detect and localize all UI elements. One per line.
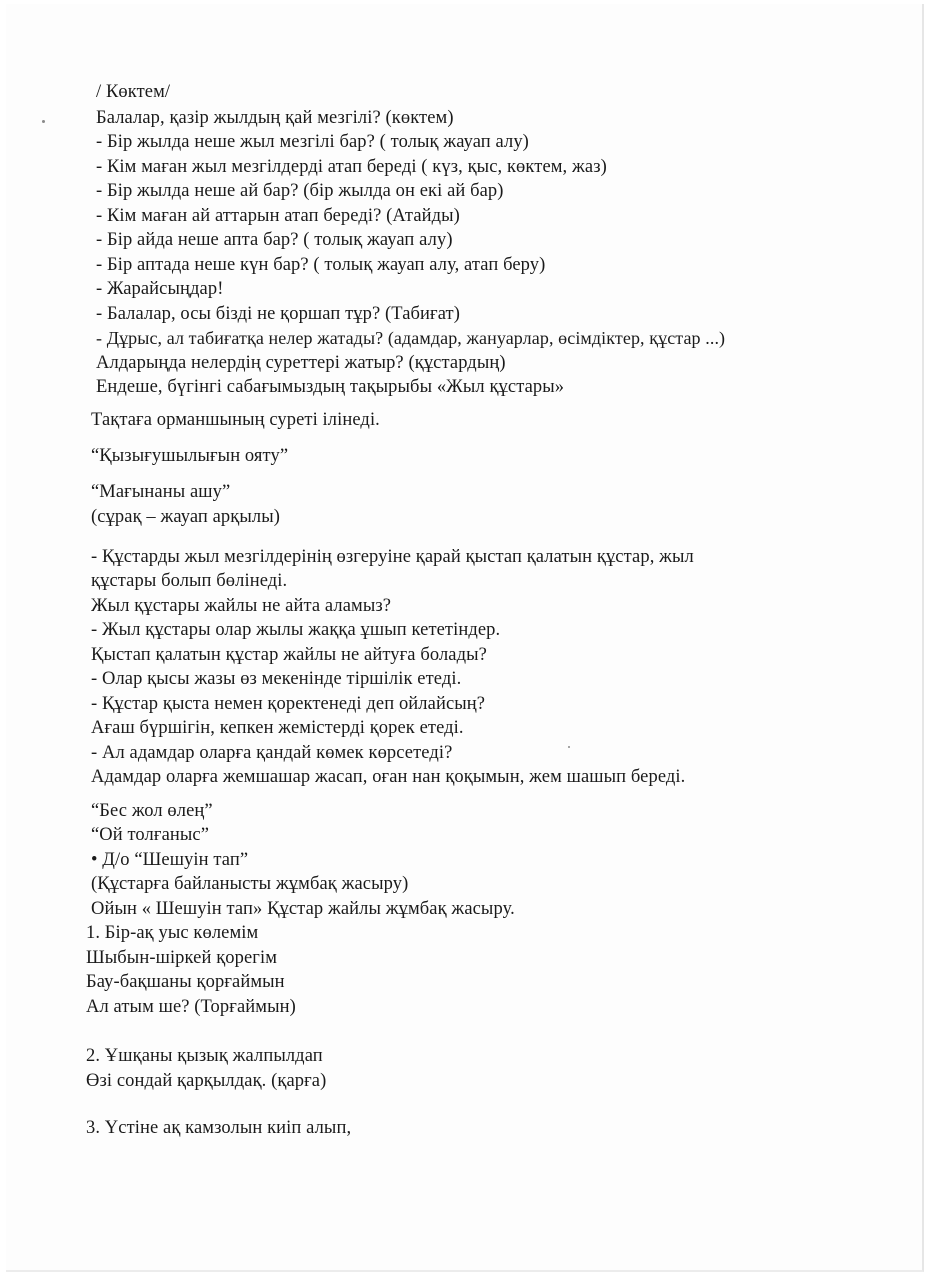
scan-speck: [568, 746, 570, 748]
doc-line: Тақтаға орманшының суреті ілінеді.: [91, 410, 380, 430]
riddle-line: Шыбын-шіркей қорегім: [86, 948, 278, 968]
doc-line: (Құстарға байланысты жұмбақ жасыру): [91, 874, 409, 894]
doc-line: Ендеше, бүгінгі сабағымыздың тақырыбы «Жыл құстары»: [96, 377, 565, 397]
doc-line: - Жарайсыңдар!: [96, 279, 224, 299]
riddle-line: Бау-бақшаны қорғаймын: [86, 972, 285, 992]
doc-heading: “Ой толғаныс”: [91, 825, 210, 845]
scan-speck: [42, 120, 45, 123]
doc-heading: “Қызығушылығын ояту”: [91, 446, 289, 466]
doc-heading: “Бес жол өлең”: [91, 801, 213, 821]
doc-heading: “Мағынаны ашу”: [91, 482, 231, 502]
riddle-line: 3. Үстіне ақ камзолын киіп алып,: [86, 1118, 352, 1138]
doc-line: / Көктем/: [96, 82, 171, 102]
doc-line: Жыл құстары жайлы не айта аламыз?: [91, 596, 392, 616]
doc-line: - Бір аптада неше күн бар? ( толық жауап алу, атап беру): [96, 255, 546, 275]
doc-line: - Дұрыс, ал табиғатқа нелер жатады? (адамдар, жануарлар, өсімдіктер, құстар ...): [96, 328, 726, 348]
doc-line: - Бір айда неше апта бар? ( толық жауап алу): [96, 230, 453, 250]
scanned-page: [6, 4, 924, 1272]
doc-line: құстары болып бөлінеді.: [91, 571, 288, 591]
riddle-line: Ал атым ше? (Торғаймын): [86, 997, 296, 1017]
doc-line: Балалар, қазір жылдың қай мезгілі? (көктем): [96, 108, 454, 128]
doc-line: Қыстап қалатын құстар жайлы не айтуға болады?: [91, 645, 487, 665]
doc-line: - Құстар қыста немен қоректенеді деп ойлайсың?: [91, 694, 486, 714]
doc-line: - Бір жылда неше ай бар? (бір жылда он екі ай бар): [96, 181, 504, 201]
doc-line: Ойын « Шешуін тап» Құстар жайлы жұмбақ жасыру.: [91, 899, 515, 919]
doc-line: Адамдар оларға жемшашар жасап, оған нан қоқымын, жем шашып береді.: [91, 767, 686, 787]
doc-line: - Балалар, осы бізді не қоршап тұр? (Табиғат): [96, 304, 460, 324]
doc-line: Алдарыңда нелердің суреттері жатыр? (құстардың): [96, 353, 506, 373]
doc-bullet: • Д/о “Шешуін тап”: [91, 850, 249, 870]
doc-line: - Кім маған ай аттарын атап береді? (Атайды): [96, 206, 460, 226]
riddle-line: Өзі сондай қарқылдақ. (қарға): [86, 1071, 327, 1091]
doc-line: - Бір жылда неше жыл мезгілі бар? ( толық жауап алу): [96, 132, 529, 152]
riddle-line: 2. Ұшқаны қызық жалпылдап: [86, 1046, 323, 1066]
doc-line: - Ал адамдар оларға қандай көмек көрсетеді?: [91, 743, 453, 763]
riddle-line: 1. Бір-ақ уыс көлемім: [86, 923, 259, 943]
doc-line: - Олар қысы жазы өз мекенінде тіршілік етеді.: [91, 669, 462, 689]
doc-line: - Құстарды жыл мезгілдерінің өзгеруіне қарай қыстап қалатын құстар, жыл: [91, 547, 694, 567]
doc-line: (сұрақ – жауап арқылы): [91, 507, 281, 527]
doc-line: - Кім маған жыл мезгілдерді атап береді ( күз, қыс, көктем, жаз): [96, 157, 607, 177]
doc-line: Ағаш бүршігін, кепкен жемістерді қорек етеді.: [91, 718, 464, 738]
doc-line: - Жыл құстары олар жылы жаққа ұшып кететіндер.: [91, 620, 501, 640]
